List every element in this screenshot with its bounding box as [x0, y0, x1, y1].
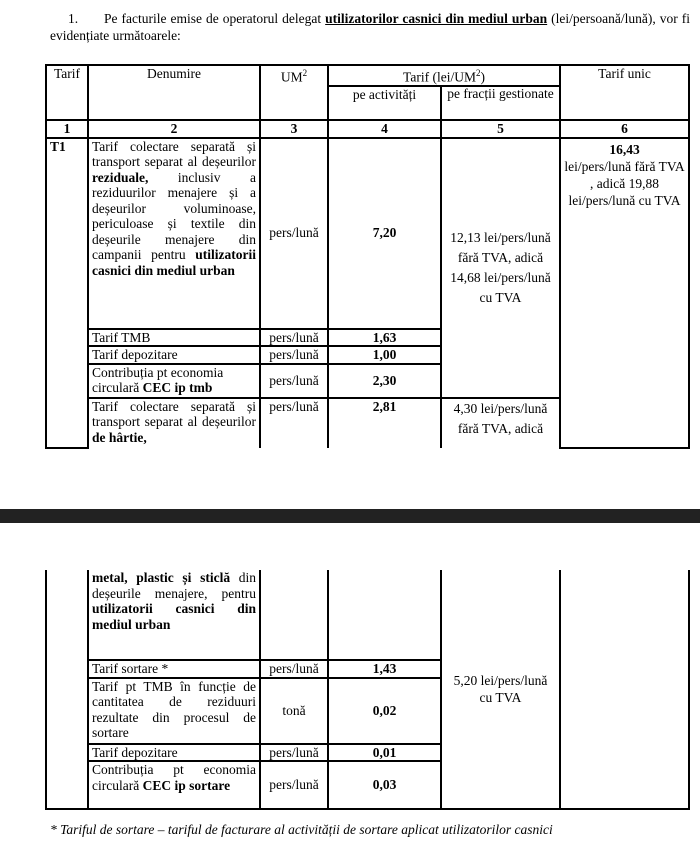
intro-text-before: Pe facturile emise de operatorul delegat: [104, 11, 326, 26]
val-cec-sortare: 0,03: [328, 761, 441, 809]
col-number-1: 1: [46, 120, 88, 138]
val-hartie-metal: 2,81: [328, 398, 441, 448]
intro-highlight: utilizatorilor casnici din mediul urban: [325, 11, 548, 26]
val-sortare: 1,43: [328, 660, 441, 678]
denumire-depozitare-2: Tarif depozitare: [88, 744, 260, 762]
page-break-separator: [0, 509, 700, 523]
denumire-cec-tmb: Contribuția pt economia circulară CEC ip tmb: [88, 364, 260, 398]
header-tarif-group: Tarif $(lei/UM^2)$: [328, 65, 560, 86]
list-number: 1.: [68, 11, 79, 26]
um-continuare: [260, 570, 328, 660]
fractii-reziduale: 12,13 lei/pers/lună fără TVA, adică 14,68 lei/pers/lună cu TVA: [441, 138, 560, 398]
val-tmb-sortare: 0,02: [328, 678, 441, 744]
header-pe-activitati: pe activități: [328, 86, 441, 120]
um-hartie-metal: pers/lună: [260, 398, 328, 448]
um-sortare: pers/lună: [260, 660, 328, 678]
header-pe-fractii: pe fracții gestionate: [441, 86, 560, 120]
um-reziduale: pers/lună: [260, 138, 328, 329]
intro-paragraph: [50, 10, 690, 44]
tariff-table-part-1: [45, 64, 690, 449]
val-continuare: [328, 570, 441, 660]
header-tarif: Tarif: [46, 65, 88, 120]
um-depozitare: pers/lună: [260, 346, 328, 364]
denumire-depozitare: Tarif depozitare: [88, 346, 260, 364]
header-um: $UM^2$: [260, 65, 328, 120]
um-tmb-sortare: tonă: [260, 678, 328, 744]
um-cec-tmb: pers/lună: [260, 364, 328, 398]
denumire-sortare: Tarif sortare *: [88, 660, 260, 678]
col-number-4: 4: [328, 120, 441, 138]
tarif-unic-cont: [560, 570, 689, 809]
denumire-continuare: metal, plastic și sticlă din deșeurile menajere, pentru utilizatorii casnici din mediul urban: [88, 570, 260, 660]
um-tmb: pers/lună: [260, 329, 328, 347]
val-cec-tmb: 2,30: [328, 364, 441, 398]
um-cec-sortare: pers/lună: [260, 761, 328, 809]
tarif-code-t1: T1: [46, 138, 88, 448]
fractii-continuare: 5,20 lei/pers/lună cu TVA: [441, 570, 560, 809]
col-number-6: 6: [560, 120, 689, 138]
header-tarif-unic: Tarif unic: [560, 65, 689, 120]
denumire-reziduale: Tarif colectare separată și transport separat al deșeurilor reziduale, inclusiv a reziduurilor menajere și a deșeurilor voluminoase, periculoase și textile din deșeurile menajere din campanii pentru utilizatorii casnici din mediul urban: [88, 138, 260, 329]
footnote: * Tariful de sortare – tariful de facturare al activității de sortare aplicat utilizatorilor casnici: [50, 822, 553, 837]
tarif-code-cont: [46, 570, 88, 809]
header-denumire: Denumire: [88, 65, 260, 120]
col-number-2: 2: [88, 120, 260, 138]
val-reziduale: 7,20: [328, 138, 441, 329]
denumire-tmb-sortare: Tarif pt TMB în funcție de cantitatea de reziduuri rezultate din procesul de sortare: [88, 678, 260, 744]
denumire-tmb: Tarif TMB: [88, 329, 260, 347]
tarif-unic: 16,43 lei/pers/lună fără TVA , adică 19,88 lei/pers/lună cu TVA: [560, 138, 689, 448]
val-tmb: 1,63: [328, 329, 441, 347]
denumire-cec-sortare: Contribuția pt economia circulară CEC ip sortare: [88, 761, 260, 809]
denumire-hartie-metal: Tarif colectare separată și transport separat al deșeurilor de hârtie,: [88, 398, 260, 448]
col-number-3: 3: [260, 120, 328, 138]
val-depozitare: 1,00: [328, 346, 441, 364]
val-depozitare-2: 0,01: [328, 744, 441, 762]
fractii-hartie-metal: 4,30 lei/pers/lună fără TVA, adică: [441, 398, 560, 448]
tariff-table-part-2: [45, 570, 690, 810]
col-number-5: 5: [441, 120, 560, 138]
intro-text-after: (lei/persoană/lună), vor fi evidențiate următoarele:: [50, 11, 690, 43]
um-depozitare-2: pers/lună: [260, 744, 328, 762]
